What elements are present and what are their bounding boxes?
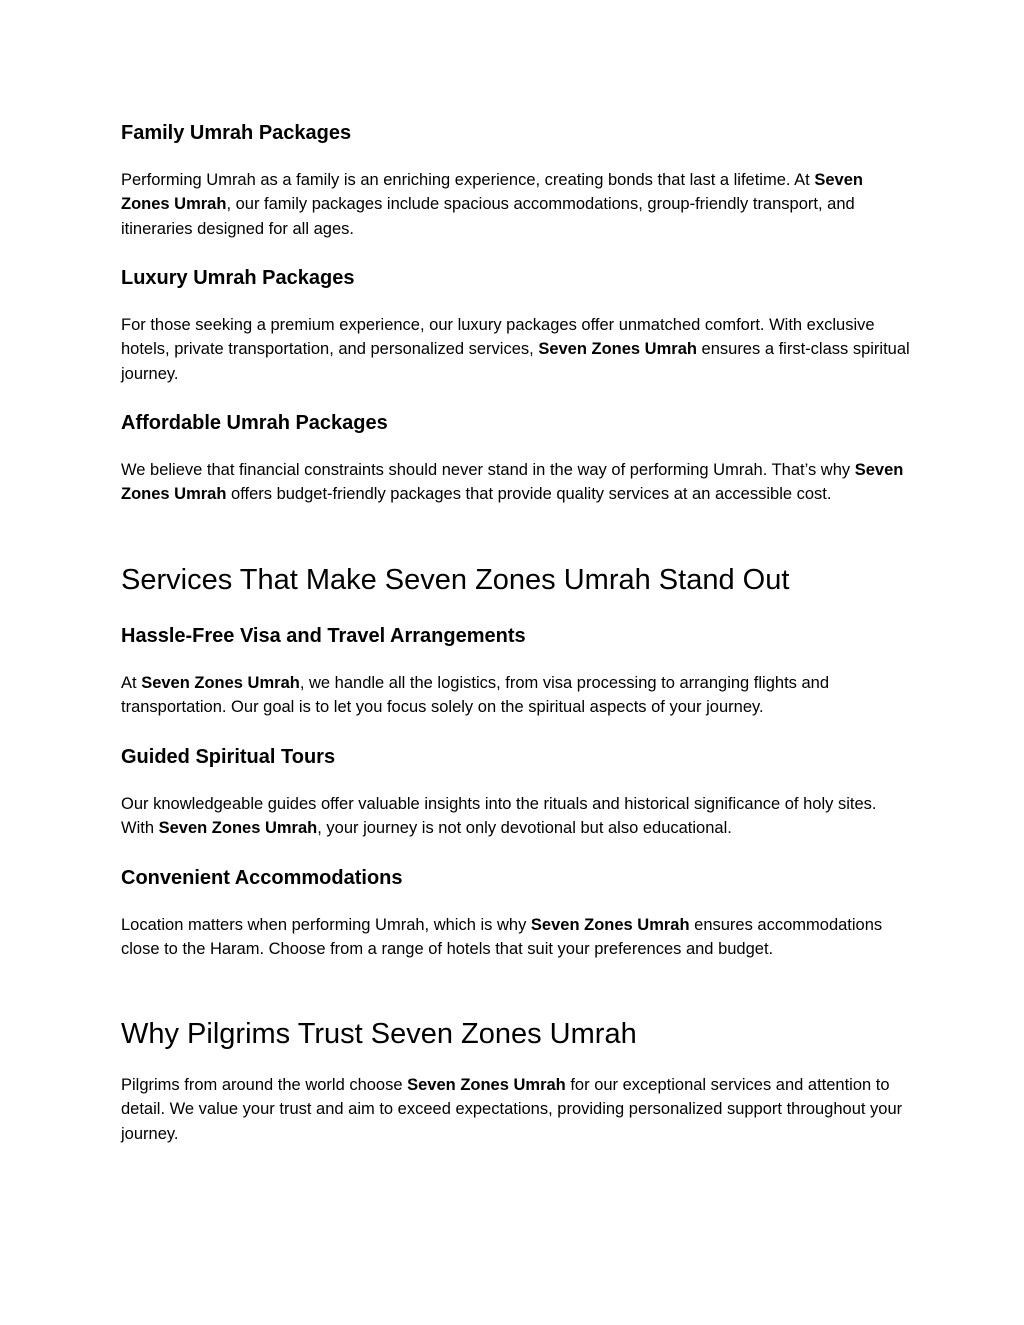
heading-convenient-accommodations: Convenient Accommodations [121, 867, 403, 889]
paragraph-text: For those seeking a premium experience, our luxury packages offer unmatched comfort. With exclusive hotels, private transportation, and personalized services, [121, 316, 875, 359]
heading-hassle-free-visa: Hassle-Free Visa and Travel Arrangements [121, 625, 526, 647]
paragraph-text: Location matters when performing Umrah, which is why [121, 916, 531, 934]
brand-name: Seven Zones Umrah [407, 1076, 566, 1094]
paragraph-text: offers budget-friendly packages that provide quality services at an accessible cost. [226, 485, 832, 504]
heading-services-stand-out: Services That Make Seven Zones Umrah Stand Out [121, 564, 790, 596]
paragraph-text: Performing Umrah as a family is an enriching experience, creating bonds that last a lifetime. At [121, 171, 815, 189]
paragraph-text: Our knowledgeable guides offer valuable insights into the rituals and historical significance of holy sites. With [121, 795, 877, 838]
paragraph-text: for our exceptional services and attention to detail. We value your trust and aim to exceed expectations, providing personalized support throughout your journey. [121, 1076, 903, 1143]
paragraph-luxury-packages [121, 313, 911, 386]
heading-affordable-umrah-packages: Affordable Umrah Packages [121, 412, 388, 434]
brand-name: Seven Zones Umrah [121, 171, 863, 214]
brand-name: Seven Zones Umrah [530, 916, 690, 934]
paragraph-text: , our family packages include spacious accommodations, group-friendly transport, and itineraries designed for all ages. [121, 195, 855, 238]
paragraph-affordable-packages [121, 458, 911, 507]
paragraph-text: , your journey is not only devotional but also educational. [317, 819, 732, 838]
paragraph-text: We believe that financial constraints should never stand in the way of performing Umrah. That’s why [121, 461, 855, 479]
brand-name: Seven Zones Umrah [141, 674, 300, 692]
brand-name: Seven Zones Umrah [158, 819, 318, 838]
paragraph-text: Pilgrims from around the world choose [121, 1076, 408, 1094]
paragraph-accommodations [121, 913, 911, 962]
paragraph-trust [121, 1073, 911, 1146]
heading-guided-spiritual-tours: Guided Spiritual Tours [121, 746, 336, 768]
paragraph-text: ensures a first-class spiritual journey. [121, 340, 910, 383]
paragraph-text: , we handle all the logistics, from visa processing to arranging flights and transportation. Our goal is to let you focus solely on the spiritual aspects of your journey. [121, 674, 830, 717]
brand-name: Seven Zones Umrah [538, 340, 697, 359]
paragraph-text: At [121, 674, 142, 692]
paragraph-text: ensures accommodations close to the Haram. Choose from a range of hotels that suit your preferences and budget. [121, 916, 883, 959]
heading-luxury-umrah-packages: Luxury Umrah Packages [121, 267, 355, 289]
brand-name: Seven Zones Umrah [121, 461, 904, 504]
heading-family-umrah-packages: Family Umrah Packages [121, 122, 352, 144]
paragraph-family-packages [121, 168, 911, 241]
paragraph-visa-travel [121, 671, 911, 720]
paragraph-guided-tours [121, 792, 911, 841]
heading-why-pilgrims-trust: Why Pilgrims Trust Seven Zones Umrah [121, 1018, 637, 1050]
